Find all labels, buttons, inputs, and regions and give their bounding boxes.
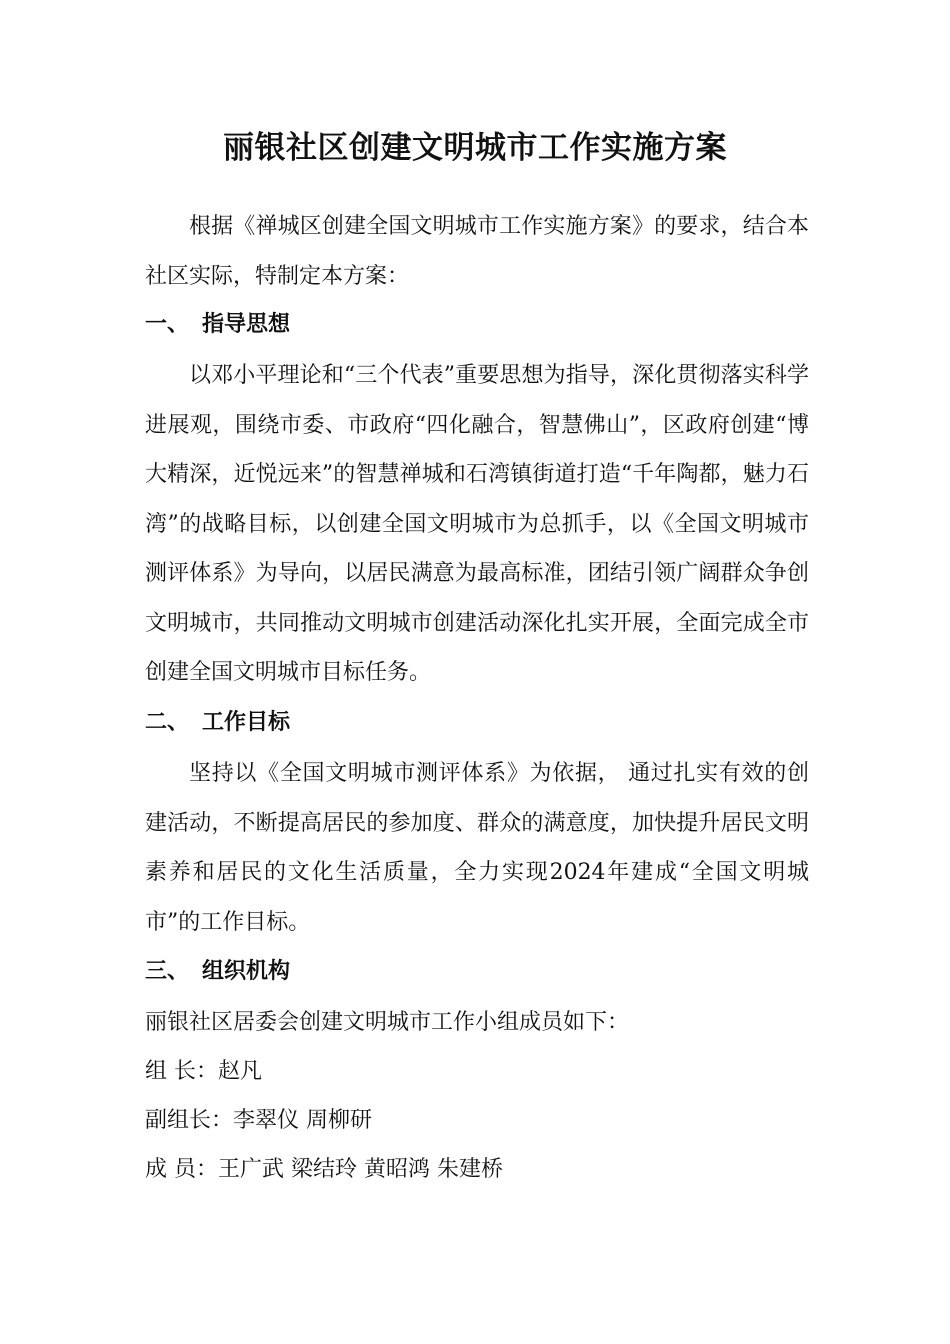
- section-title: 组织机构: [202, 958, 291, 984]
- intro-paragraph: 根据《禅城区创建全国文明城市工作实施方案》的要求，结合本社区实际，特制定本方案：: [145, 214, 809, 289]
- section-number: 三、: [145, 958, 190, 984]
- org-members-line: 成 员：王广武 梁结玲 黄昭鸿 朱建桥: [145, 1157, 503, 1182]
- org-leader-line: 组 长：赵凡: [145, 1059, 262, 1084]
- guiding-ideology-paragraph: 以邓小平理论和“三个代表”重要思想为指导，深化贯彻落实科学进展观，围绕市委、市政府“四化融合，智慧佛山”，区政府创建“博大精深，近悦远来”的智慧禅城和石湾镇街道打造“千年陶都，魅力石湾”的战略目标，以创建全国文明城市为总抓手，以《全国文明城市测评体系》为导向，以居民满意为最高标准，团结引领广阔群众争创文明城市，共同推动文明城市创建活动深化扎实开展，全面完成全市创建全国文明城市目标任务。: [145, 363, 809, 685]
- section-title: 工作目标: [202, 709, 291, 735]
- section-title: 指导思想: [202, 311, 291, 337]
- section-number: 二、: [145, 709, 190, 735]
- org-intro-line: 丽银社区居委会创建文明城市工作小组成员如下：: [145, 1010, 630, 1035]
- section-heading-work-goals: [145, 707, 809, 737]
- work-goals-paragraph: 坚持以《全国文明城市测评体系》为依据， 通过扎实有效的创建活动，不断提高居民的参加度、群众的满意度，加快提升居民文明素养和居民的文化生活质量，全力实现2024年建成“全国文明城市”的工作目标。: [145, 761, 809, 935]
- org-deputy-line: 副组长：李翠仪 周柳研: [145, 1108, 372, 1133]
- section-number: 一、: [145, 311, 190, 337]
- document-title: 丽银社区创建文明城市工作实施方案: [223, 130, 727, 166]
- section-heading-guiding-ideology: [145, 309, 809, 339]
- section-heading-organization: [145, 956, 809, 986]
